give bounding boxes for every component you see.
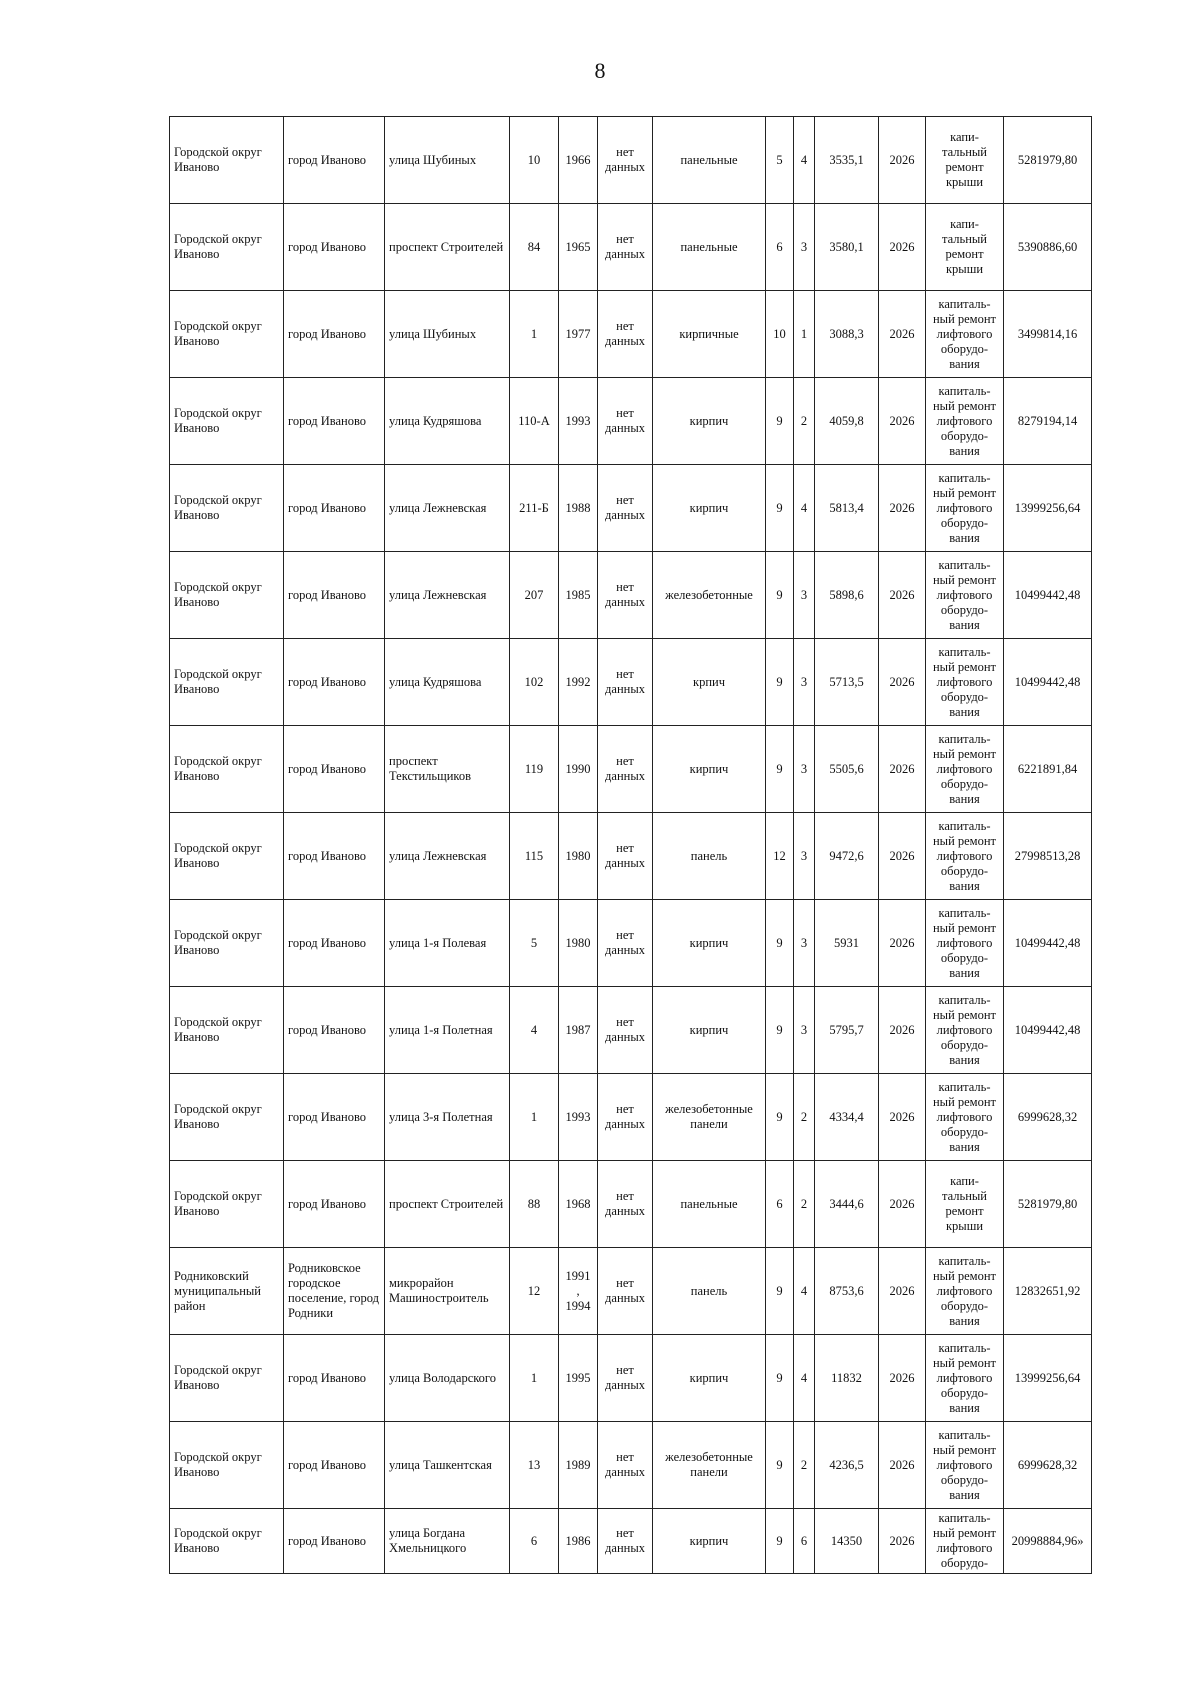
area-cell: 5505,6 [815,726,879,813]
wall-material-cell: кирпич [653,726,766,813]
plan-year-cell: 2026 [879,900,926,987]
house-number-cell: 1 [510,1074,559,1161]
plan-year-cell: 2026 [879,1248,926,1335]
year-built-cell: 1989 [559,1422,598,1509]
table-row [170,1335,1092,1422]
area-cell: 11832 [815,1335,879,1422]
house-number-cell: 84 [510,204,559,291]
house-number-cell: 6 [510,1509,559,1574]
settlement-cell: город Иваново [284,552,385,639]
table-row [170,900,1092,987]
work-type-cell: капиталь- ный ремонт лифтового оборудо- вания [926,900,1004,987]
street-cell: микрорайон Машиностроитель [385,1248,510,1335]
entrances-cell: 1 [794,291,815,378]
year-built-cell: 1986 [559,1509,598,1574]
district-cell: Городской округ Иваново [170,1335,284,1422]
status-cell: нет данных [598,204,653,291]
plan-year-cell: 2026 [879,204,926,291]
cost-cell: 5390886,60 [1004,204,1092,291]
wall-material-cell: панель [653,1248,766,1335]
house-number-cell: 4 [510,987,559,1074]
status-cell: нет данных [598,378,653,465]
floors-cell: 9 [766,1422,794,1509]
house-number-cell: 119 [510,726,559,813]
settlement-cell: город Иваново [284,465,385,552]
work-type-cell: капиталь- ный ремонт лифтового оборудо- вания [926,552,1004,639]
district-cell: Городской округ Иваново [170,900,284,987]
floors-cell: 9 [766,1248,794,1335]
year-built-cell: 1985 [559,552,598,639]
plan-year-cell: 2026 [879,1422,926,1509]
cost-cell: 10499442,48 [1004,552,1092,639]
year-built-cell: 1966 [559,117,598,204]
table-row [170,1161,1092,1248]
street-cell: проспект Строителей [385,204,510,291]
year-built-cell: 1965 [559,204,598,291]
wall-material-cell: кирпич [653,465,766,552]
plan-year-cell: 2026 [879,1335,926,1422]
district-cell: Городской округ Иваново [170,726,284,813]
table-row [170,1509,1092,1574]
work-type-cell: капиталь- ный ремонт лифтового оборудо- вания [926,291,1004,378]
district-cell: Городской округ Иваново [170,117,284,204]
house-number-cell: 1 [510,1335,559,1422]
plan-year-cell: 2026 [879,987,926,1074]
settlement-cell: город Иваново [284,378,385,465]
area-cell: 4334,4 [815,1074,879,1161]
status-cell: нет данных [598,726,653,813]
street-cell: улица Лежневская [385,813,510,900]
entrances-cell: 3 [794,639,815,726]
cost-cell: 27998513,28 [1004,813,1092,900]
area-cell: 5813,4 [815,465,879,552]
house-number-cell: 13 [510,1422,559,1509]
street-cell: улица Шубиных [385,291,510,378]
settlement-cell: город Иваново [284,1335,385,1422]
street-cell: улица Володарского [385,1335,510,1422]
district-cell: Городской округ Иваново [170,987,284,1074]
year-built-cell: 1968 [559,1161,598,1248]
settlement-cell: город Иваново [284,1161,385,1248]
district-cell: Городской округ Иваново [170,1509,284,1574]
table-row [170,552,1092,639]
settlement-cell: город Иваново [284,204,385,291]
entrances-cell: 4 [794,465,815,552]
floors-cell: 9 [766,1335,794,1422]
floors-cell: 9 [766,465,794,552]
settlement-cell: город Иваново [284,1074,385,1161]
entrances-cell: 2 [794,378,815,465]
plan-year-cell: 2026 [879,117,926,204]
house-number-cell: 1 [510,291,559,378]
year-built-cell: 1991 , 1994 [559,1248,598,1335]
table-row [170,378,1092,465]
plan-year-cell: 2026 [879,813,926,900]
settlement-cell: город Иваново [284,117,385,204]
year-built-cell: 1990 [559,726,598,813]
year-built-cell: 1987 [559,987,598,1074]
work-type-cell: капиталь- ный ремонт лифтового оборудо- вания [926,639,1004,726]
table-body [170,117,1092,1574]
street-cell: улица Богдана Хмельницкого [385,1509,510,1574]
cost-cell: 6221891,84 [1004,726,1092,813]
work-type-cell: капиталь- ный ремонт лифтового оборудо- вания [926,465,1004,552]
cost-cell: 13999256,64 [1004,1335,1092,1422]
area-cell: 3088,3 [815,291,879,378]
year-built-cell: 1977 [559,291,598,378]
table-row [170,987,1092,1074]
house-number-cell: 5 [510,900,559,987]
plan-year-cell: 2026 [879,639,926,726]
wall-material-cell: железобетонные панели [653,1074,766,1161]
status-cell: нет данных [598,900,653,987]
settlement-cell: город Иваново [284,813,385,900]
wall-material-cell: панельные [653,117,766,204]
entrances-cell: 3 [794,813,815,900]
entrances-cell: 3 [794,987,815,1074]
settlement-cell: город Иваново [284,900,385,987]
settlement-cell: город Иваново [284,291,385,378]
floors-cell: 9 [766,639,794,726]
wall-material-cell: панельные [653,1161,766,1248]
status-cell: нет данных [598,987,653,1074]
page-number: 8 [594,58,606,83]
work-type-cell: капиталь- ный ремонт лифтового оборудо- вания [926,378,1004,465]
status-cell: нет данных [598,1161,653,1248]
plan-year-cell: 2026 [879,552,926,639]
year-built-cell: 1980 [559,813,598,900]
wall-material-cell: железобетонные панели [653,1422,766,1509]
district-cell: Городской округ Иваново [170,291,284,378]
work-type-cell: капи- тальный ремонт крыши [926,204,1004,291]
floors-cell: 9 [766,552,794,639]
work-type-cell: капи- тальный ремонт крыши [926,1161,1004,1248]
district-cell: Городской округ Иваново [170,1422,284,1509]
cost-cell: 3499814,16 [1004,291,1092,378]
table-row [170,117,1092,204]
settlement-cell: город Иваново [284,639,385,726]
work-type-cell: капиталь- ный ремонт лифтового оборудо- вания [926,1074,1004,1161]
house-number-cell: 110-А [510,378,559,465]
plan-year-cell: 2026 [879,1074,926,1161]
floors-cell: 9 [766,1509,794,1574]
entrances-cell: 2 [794,1161,815,1248]
settlement-cell: город Иваново [284,726,385,813]
floors-cell: 9 [766,987,794,1074]
area-cell: 3444,6 [815,1161,879,1248]
status-cell: нет данных [598,465,653,552]
work-type-cell: капиталь- ный ремонт лифтового оборудо- вания [926,813,1004,900]
cost-cell: 12832651,92 [1004,1248,1092,1335]
work-type-cell: капиталь- ный ремонт лифтового оборудо- вания [926,726,1004,813]
street-cell: улица 3-я Полетная [385,1074,510,1161]
work-type-cell: капиталь- ный ремонт лифтового оборудо- вания [926,1335,1004,1422]
wall-material-cell: кирпич [653,987,766,1074]
status-cell: нет данных [598,291,653,378]
year-built-cell: 1992 [559,639,598,726]
house-number-cell: 115 [510,813,559,900]
entrances-cell: 2 [794,1422,815,1509]
cost-cell: 6999628,32 [1004,1422,1092,1509]
district-cell: Родниковский муниципальный район [170,1248,284,1335]
entrances-cell: 4 [794,117,815,204]
district-cell: Городской округ Иваново [170,378,284,465]
district-cell: Городской округ Иваново [170,465,284,552]
house-number-cell: 211-Б [510,465,559,552]
street-cell: улица Шубиных [385,117,510,204]
house-number-cell: 88 [510,1161,559,1248]
district-cell: Городской округ Иваново [170,813,284,900]
floors-cell: 9 [766,1074,794,1161]
wall-material-cell: панель [653,813,766,900]
street-cell: улица Ташкентская [385,1422,510,1509]
cost-cell: 5281979,80 [1004,1161,1092,1248]
entrances-cell: 3 [794,726,815,813]
district-cell: Городской округ Иваново [170,204,284,291]
year-built-cell: 1995 [559,1335,598,1422]
floors-cell: 9 [766,378,794,465]
wall-material-cell: крпич [653,639,766,726]
cost-cell: 10499442,48 [1004,987,1092,1074]
street-cell: улица Лежневская [385,552,510,639]
table-row [170,813,1092,900]
area-cell: 4236,5 [815,1422,879,1509]
status-cell: нет данных [598,1335,653,1422]
plan-year-cell: 2026 [879,291,926,378]
table-row [170,1248,1092,1335]
street-cell: проспект Текстильщиков [385,726,510,813]
year-built-cell: 1993 [559,1074,598,1161]
district-cell: Городской округ Иваново [170,1161,284,1248]
street-cell: улица 1-я Полетная [385,987,510,1074]
area-cell: 9472,6 [815,813,879,900]
plan-year-cell: 2026 [879,378,926,465]
house-number-cell: 10 [510,117,559,204]
settlement-cell: город Иваново [284,987,385,1074]
street-cell: улица 1-я Полевая [385,900,510,987]
work-type-cell: капиталь- ный ремонт лифтового оборудо- вания [926,1422,1004,1509]
plan-year-cell: 2026 [879,465,926,552]
entrances-cell: 4 [794,1335,815,1422]
area-cell: 14350 [815,1509,879,1574]
status-cell: нет данных [598,813,653,900]
settlement-cell: город Иваново [284,1509,385,1574]
work-type-cell: капиталь- ный ремонт лифтового оборудо- [926,1509,1004,1574]
plan-year-cell: 2026 [879,1509,926,1574]
area-cell: 3580,1 [815,204,879,291]
year-built-cell: 1993 [559,378,598,465]
district-cell: Городской округ Иваново [170,1074,284,1161]
wall-material-cell: панельные [653,204,766,291]
settlement-cell: город Иваново [284,1422,385,1509]
entrances-cell: 3 [794,204,815,291]
entrances-cell: 6 [794,1509,815,1574]
plan-year-cell: 2026 [879,726,926,813]
cost-cell: 13999256,64 [1004,465,1092,552]
district-cell: Городской округ Иваново [170,552,284,639]
entrances-cell: 2 [794,1074,815,1161]
street-cell: проспект Строителей [385,1161,510,1248]
cost-cell: 5281979,80 [1004,117,1092,204]
table-row [170,1422,1092,1509]
cost-cell: 8279194,14 [1004,378,1092,465]
street-cell: улица Кудряшова [385,378,510,465]
table-row [170,465,1092,552]
table-row [170,291,1092,378]
table-row [170,726,1092,813]
status-cell: нет данных [598,1422,653,1509]
wall-material-cell: железобетонные [653,552,766,639]
area-cell: 5795,7 [815,987,879,1074]
housing-repair-table [169,116,1092,1574]
entrances-cell: 3 [794,900,815,987]
plan-year-cell: 2026 [879,1161,926,1248]
wall-material-cell: кирпич [653,1509,766,1574]
wall-material-cell: кирпич [653,378,766,465]
work-type-cell: капиталь- ный ремонт лифтового оборудо- вания [926,987,1004,1074]
house-number-cell: 12 [510,1248,559,1335]
floors-cell: 12 [766,813,794,900]
settlement-cell: Родниковское городское поселение, город Родники [284,1248,385,1335]
area-cell: 5898,6 [815,552,879,639]
table-row [170,1074,1092,1161]
area-cell: 3535,1 [815,117,879,204]
entrances-cell: 4 [794,1248,815,1335]
status-cell: нет данных [598,552,653,639]
floors-cell: 5 [766,117,794,204]
work-type-cell: капи- тальный ремонт крыши [926,117,1004,204]
street-cell: улица Кудряшова [385,639,510,726]
house-number-cell: 207 [510,552,559,639]
status-cell: нет данных [598,1509,653,1574]
work-type-cell: капиталь- ный ремонт лифтового оборудо- вания [926,1248,1004,1335]
status-cell: нет данных [598,1248,653,1335]
cost-cell: 20998884,96» [1004,1509,1092,1574]
area-cell: 5931 [815,900,879,987]
floors-cell: 9 [766,726,794,813]
wall-material-cell: кирпич [653,1335,766,1422]
area-cell: 5713,5 [815,639,879,726]
cost-cell: 6999628,32 [1004,1074,1092,1161]
status-cell: нет данных [598,639,653,726]
floors-cell: 10 [766,291,794,378]
floors-cell: 9 [766,900,794,987]
street-cell: улица Лежневская [385,465,510,552]
area-cell: 4059,8 [815,378,879,465]
year-built-cell: 1988 [559,465,598,552]
wall-material-cell: кирпич [653,900,766,987]
year-built-cell: 1980 [559,900,598,987]
floors-cell: 6 [766,1161,794,1248]
table-row [170,204,1092,291]
status-cell: нет данных [598,117,653,204]
cost-cell: 10499442,48 [1004,639,1092,726]
cost-cell: 10499442,48 [1004,900,1092,987]
area-cell: 8753,6 [815,1248,879,1335]
house-number-cell: 102 [510,639,559,726]
district-cell: Городской округ Иваново [170,639,284,726]
status-cell: нет данных [598,1074,653,1161]
wall-material-cell: кирпичные [653,291,766,378]
entrances-cell: 3 [794,552,815,639]
floors-cell: 6 [766,204,794,291]
table-row [170,639,1092,726]
